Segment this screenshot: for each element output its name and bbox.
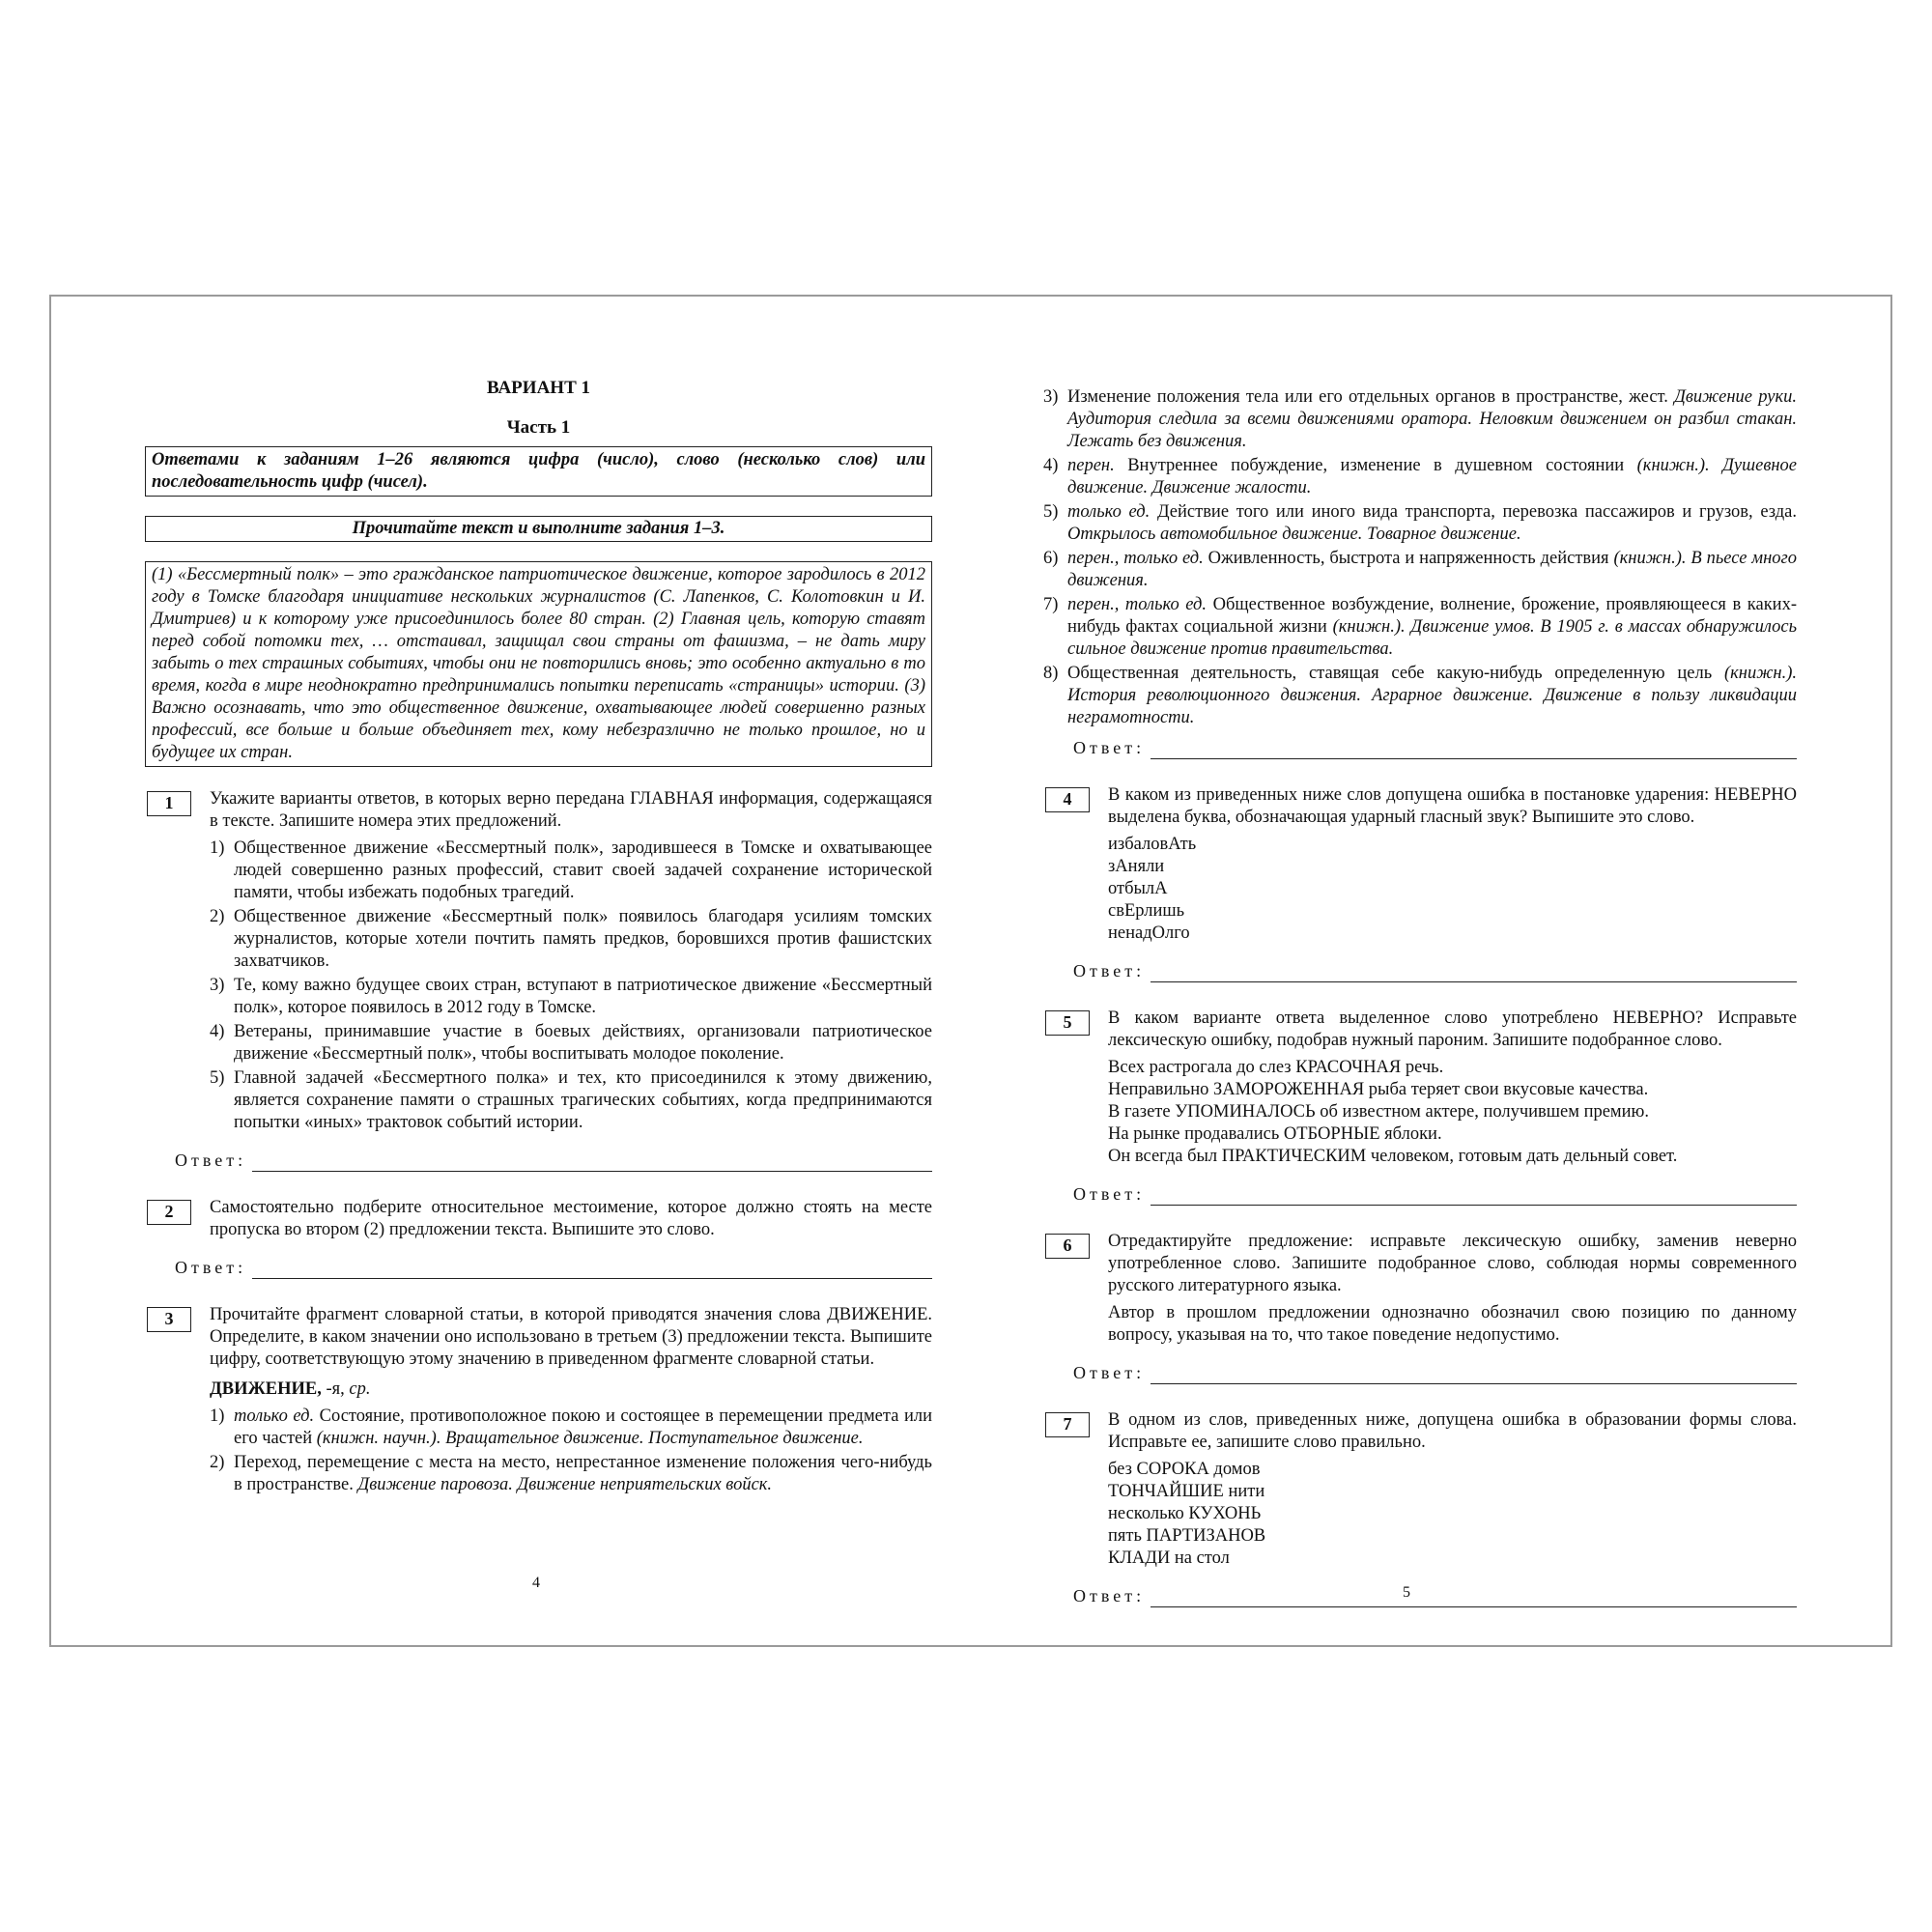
option: 5) Главной задачей «Бессмертного полка» и тех, кто присоединился к этому движению, является сохранение памяти о страшных трагических событиях, когда предпринимаются попытки «иных» трактовок событий истории. bbox=[210, 1068, 932, 1132]
sentence-list bbox=[1108, 1057, 1797, 1168]
task-number: 3 bbox=[147, 1307, 191, 1332]
task-6 bbox=[1043, 1231, 1797, 1347]
right-page bbox=[1043, 386, 1797, 1633]
task-text: Прочитайте фрагмент словарной статьи, в которой приводятся значения слова ДВИЖЕНИЕ. Определите, в каком значении оно использовано в третьем (3) предложении текста. Выпишите цифру, соответствующую этому значению в приведенном фрагменте словарной статьи. bbox=[210, 1305, 932, 1369]
task-3 bbox=[145, 1304, 932, 1496]
page-number-right: 5 bbox=[1403, 1584, 1410, 1601]
task-number: 5 bbox=[1045, 1010, 1090, 1036]
answer-label: Ответ: bbox=[1073, 961, 1146, 980]
reading-instruction: Прочитайте текст и выполните задания 1–3. bbox=[145, 516, 932, 542]
answer-field-6[interactable] bbox=[1073, 1362, 1797, 1384]
task-options bbox=[210, 838, 932, 1134]
task-4 bbox=[1043, 784, 1797, 945]
list-item: Неправильно ЗАМОРОЖЕННАЯ рыба теряет свои вкусовые качества. bbox=[1108, 1080, 1649, 1099]
task-sentence: Автор в прошлом предложении однозначно обозначил свою позицию по данному вопросу, указывая на то, что такое поведение недопустимо. bbox=[1108, 1303, 1797, 1345]
list-item: КЛАДИ на стол bbox=[1108, 1548, 1230, 1568]
list-item: В газете УПОМИНАЛОСЬ об известном актере, получившем премию. bbox=[1108, 1102, 1649, 1122]
meaning: 2) Переход, перемещение с места на место, непрестанное изменение положения чего-нибудь в пространстве. Движение паровоза. Движение неприятельских войск. bbox=[210, 1453, 932, 1494]
meaning: 5) только ед. Действие того или иного вида транспорта, перевозка пассажиров и грузов, езда. Открылось автомобильное движение. Товарное движение. bbox=[1043, 502, 1798, 544]
task-5 bbox=[1043, 1008, 1797, 1168]
variant-title: ВАРИАНТ 1 bbox=[486, 378, 590, 398]
task-number: 1 bbox=[147, 791, 191, 816]
page-number-left: 4 bbox=[532, 1575, 540, 1591]
task-text: Отредактируйте предложение: исправьте лексическую ошибку, заменив неверно употребленное слово. Запишите подобранное слово, соблюдая нормы современного русского литературного языка. bbox=[1108, 1232, 1797, 1295]
task-text: В одном из слов, приведенных ниже, допущена ошибка в образовании формы слова. Исправьте ее, запишите слово правильно. bbox=[1108, 1410, 1797, 1452]
list-item: несколько КУХОНЬ bbox=[1108, 1504, 1262, 1523]
list-item: Он всегда был ПРАКТИЧЕСКИМ человеком, готовым дать дельный совет. bbox=[1108, 1147, 1678, 1166]
left-page bbox=[145, 377, 932, 1512]
answer-field-1[interactable] bbox=[175, 1150, 932, 1172]
option: 2) Общественное движение «Бессмертный полк» появилось благодаря усилиям томских журналистов, которые хотели почтить память предков, боровшихся против фашистских захватчиков. bbox=[210, 907, 932, 971]
answer-field-7[interactable] bbox=[1073, 1585, 1797, 1607]
meaning: 1) только ед. Состояние, противоположное покою и состоящее в перемещении предмета или его частей (книжн. научн.). Вращательное движение. Поступательное движение. bbox=[210, 1406, 932, 1448]
list-item: отбылА bbox=[1108, 879, 1168, 898]
task-text: В каком из приведенных ниже слов допущена ошибка в постановке ударения: НЕВЕРНО выделена буква, обозначающая ударный гласный звук? Выпишите это слово. bbox=[1108, 785, 1797, 827]
task-7 bbox=[1043, 1409, 1797, 1570]
option: 3) Те, кому важно будущее своих стран, вступают в патриотическое движение «Бессмертный полк», которое появилось в 2012 году в Томске. bbox=[210, 976, 932, 1017]
list-item: ненадОлго bbox=[1108, 923, 1190, 943]
task-number: 6 bbox=[1045, 1234, 1090, 1259]
answer-label: Ответ: bbox=[1073, 1184, 1146, 1204]
task-2 bbox=[145, 1197, 932, 1241]
task-number: 7 bbox=[1045, 1412, 1090, 1437]
answer-label: Ответ: bbox=[1073, 1363, 1146, 1382]
meaning: 6) перен., только ед. Оживленность, быстрота и напряженность действия (книжн.). В пьесе много движения. bbox=[1043, 549, 1798, 590]
reading-passage: (1) «Бессмертный полк» – это гражданское патриотическое движение, которое зародилось в 2012 году в Томске благодаря инициативе нескольких журналистов (С. Лапенков, С. Колотовкин и И. Дмитриев) и к которому уже присоединилось более 80 стран. (2) Главная цель, которую ставят перед собой потомки тех, … отстаивал, защищал свои страны от фашизма, – не дать миру забыть о тех страшных событиях, чтобы они не повторились вновь; это особенно актуально в то время, когда в мире неоднократно предпринимались попытки переписать «страницы» истории. (3) Важно осознавать, что это общественное движение, охватывающее людей совершенно разных профессий, все больше и больше объединяет тех, кому небезразлично не только прошлое, но и будущее их стран. bbox=[145, 561, 932, 767]
task-number: 2 bbox=[147, 1200, 191, 1225]
word-list bbox=[1108, 1459, 1797, 1570]
answer-label: Ответ: bbox=[1073, 738, 1146, 757]
answer-field-4[interactable] bbox=[1073, 960, 1797, 982]
option: 4) Ветераны, принимавшие участие в боевых действиях, организовали патриотическое движение «Бессмертный полк», чтобы воспитывать молодое поколение. bbox=[210, 1022, 932, 1064]
answer-field-5[interactable] bbox=[1073, 1183, 1797, 1206]
list-item: избаловАть bbox=[1108, 835, 1197, 854]
meaning: 7) перен., только ед. Общественное возбуждение, волнение, брожение, проявляющееся в каких-нибудь фактах социальной жизни (книжн.). Движение умов. В 1905 г. в массах обнаружилось сильное движение против правительства. bbox=[1043, 595, 1797, 659]
answers-notice: Ответами к заданиям 1–26 являются цифра (число), слово (несколько слов) или последовательность цифр (чисел). bbox=[145, 446, 932, 497]
answer-field-2[interactable] bbox=[175, 1257, 932, 1279]
word-list bbox=[1108, 834, 1797, 945]
list-item: свЕрлишь bbox=[1108, 901, 1185, 921]
meaning: 8) Общественная деятельность, ставящая себе какую-нибудь определенную цель (книжн.). История революционного движения. Аграрное движение. Движение в пользу ликвидации неграмотности. bbox=[1043, 664, 1797, 727]
task-number: 4 bbox=[1045, 787, 1090, 812]
list-item: На рынке продавались ОТБОРНЫЕ яблоки. bbox=[1108, 1124, 1442, 1144]
list-item: пять ПАРТИЗАНОВ bbox=[1108, 1526, 1266, 1546]
option: 1) Общественное движение «Бессмертный полк», зародившееся в Томске и охватывающее людей совершенно разных профессий, ставит своей задачей сохранение исторической памяти, чтобы избежать подобных трагедий. bbox=[210, 838, 932, 902]
list-item: ТОНЧАЙШИЕ нити bbox=[1108, 1482, 1265, 1501]
task-text: Самостоятельно подберите относительное местоимение, которое должно стоять на месте пропуска во втором (2) предложении текста. Выпишите это слово. bbox=[210, 1198, 932, 1239]
dictionary-meanings-continued bbox=[1043, 386, 1797, 729]
task-1 bbox=[145, 788, 932, 1134]
list-item: без СОРОКА домов bbox=[1108, 1460, 1261, 1479]
meaning: 4) перен. Внутреннее побуждение, изменение в душевном состоянии (книжн.). Душевное движение. Движение жалости. bbox=[1043, 456, 1797, 497]
list-item: Всех растрогала до слез КРАСОЧНАЯ речь. bbox=[1108, 1058, 1444, 1077]
list-item: зАняли bbox=[1108, 857, 1165, 876]
task-text: В каком варианте ответа выделенное слово употреблено НЕВЕРНО? Исправьте лексическую ошибку, подобрав нужный пароним. Запишите подобранное слово. bbox=[1108, 1009, 1797, 1050]
dictionary-headword: ДВИЖЕНИЕ, -я, ср. bbox=[210, 1379, 371, 1399]
task-text: Укажите варианты ответов, в которых верно передана ГЛАВНАЯ информация, содержащаяся в тексте. Запишите номера этих предложений. bbox=[210, 789, 932, 831]
dictionary-meanings bbox=[210, 1406, 932, 1496]
answer-label: Ответ: bbox=[1073, 1586, 1146, 1605]
answer-field-3[interactable] bbox=[1073, 737, 1797, 759]
answer-label: Ответ: bbox=[175, 1151, 247, 1170]
part-title: Часть 1 bbox=[506, 417, 571, 438]
answer-label: Ответ: bbox=[175, 1258, 247, 1277]
meaning: 3) Изменение положения тела или его отдельных органов в пространстве, жест. Движение руки. Аудитория следила за всеми движениями оратора. Неловким движением он разбил стакан. Лежать без движения. bbox=[1043, 387, 1797, 451]
